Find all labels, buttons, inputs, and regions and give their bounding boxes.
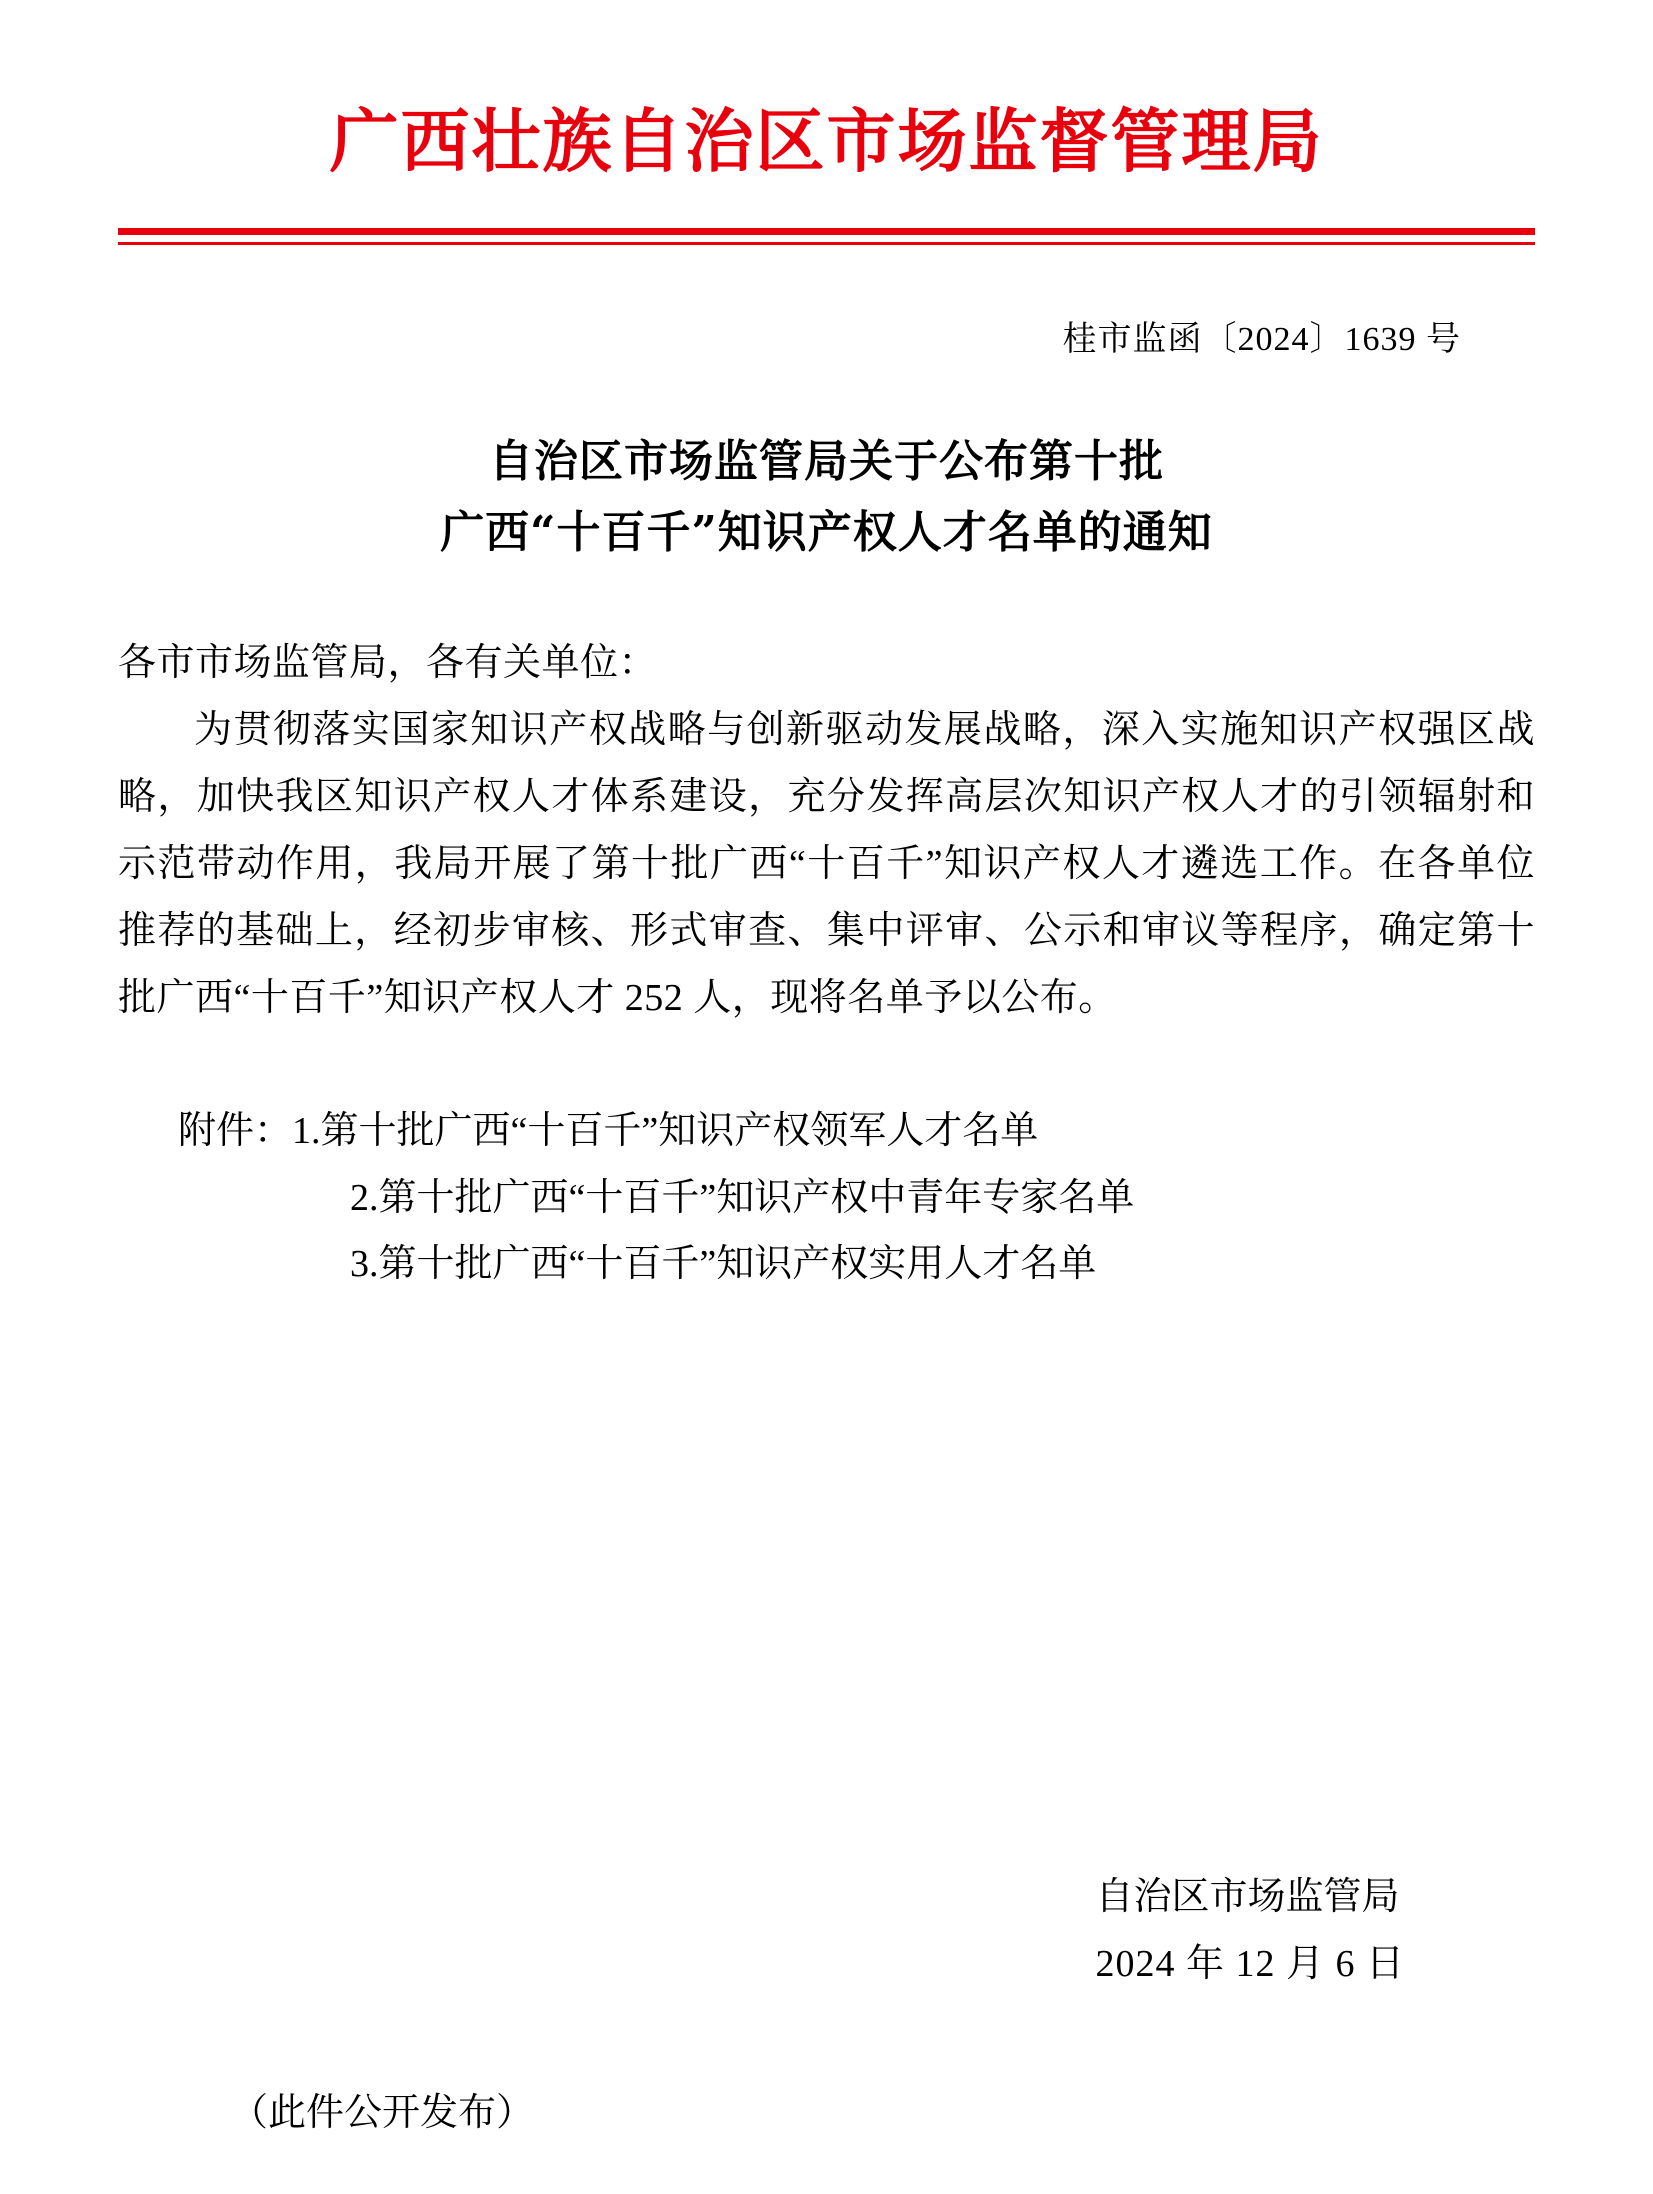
attachment-item-1-text: 1.第十批广西“十百千”知识产权领军人才名单 xyxy=(292,1109,1039,1152)
masthead xyxy=(118,0,1535,180)
body-paragraph-1: 为贯彻落实国家知识产权战略与创新驱动发展战略，深入实施知识产权强区战略，加快我区知识产权人才体系建设，充分发挥高层次知识产权人才的引领辐射和示范带动作用，我局开展了第十批广西“十百千”知识产权人才遴选工作。在各单位推荐的基础上，经初步审核、形式审查、集中评审、公示和审议等程序，确定第十批广西“十百千”知识产权人才 252 人，现将名单予以公布。 xyxy=(118,709,1535,1019)
attachments-label: 附件： xyxy=(178,1109,293,1152)
masthead-divider xyxy=(118,228,1535,245)
document-title-line-1: 自治区市场监管局关于公布第十批 xyxy=(489,435,1164,487)
document-title xyxy=(118,426,1535,569)
attachment-item: 3.第十批广西“十百千”知识产权实用人才名单 xyxy=(350,1243,1097,1286)
document-number: 桂市监函〔2024〕1639 号 xyxy=(1062,320,1461,358)
salutation: 各市市场监管局，各有关单位： xyxy=(118,642,658,685)
divider-thick-rule xyxy=(118,228,1535,235)
signature-date: 2024 年 12 月 6 日 xyxy=(1095,1943,1405,1986)
divider-gap xyxy=(118,235,1535,242)
divider-thin-rule xyxy=(118,242,1535,245)
issuing-organization-title: 广西壮族自治区市场监督管理局 xyxy=(329,101,1324,182)
signature-issuer: 自治区市场监管局 xyxy=(1095,1876,1400,1919)
attachment-item xyxy=(178,1098,1535,1165)
attachments-list xyxy=(118,1098,1535,1299)
document-body xyxy=(118,630,1535,1031)
document-title-line-2: 广西“十百千”知识产权人才名单的通知 xyxy=(440,507,1213,559)
attachment-item: 2.第十批广西“十百千”知识产权中青年专家名单 xyxy=(350,1176,1135,1219)
signature-block xyxy=(1095,1864,1405,1998)
footer-note: （此件公开发布） xyxy=(230,2092,535,2134)
